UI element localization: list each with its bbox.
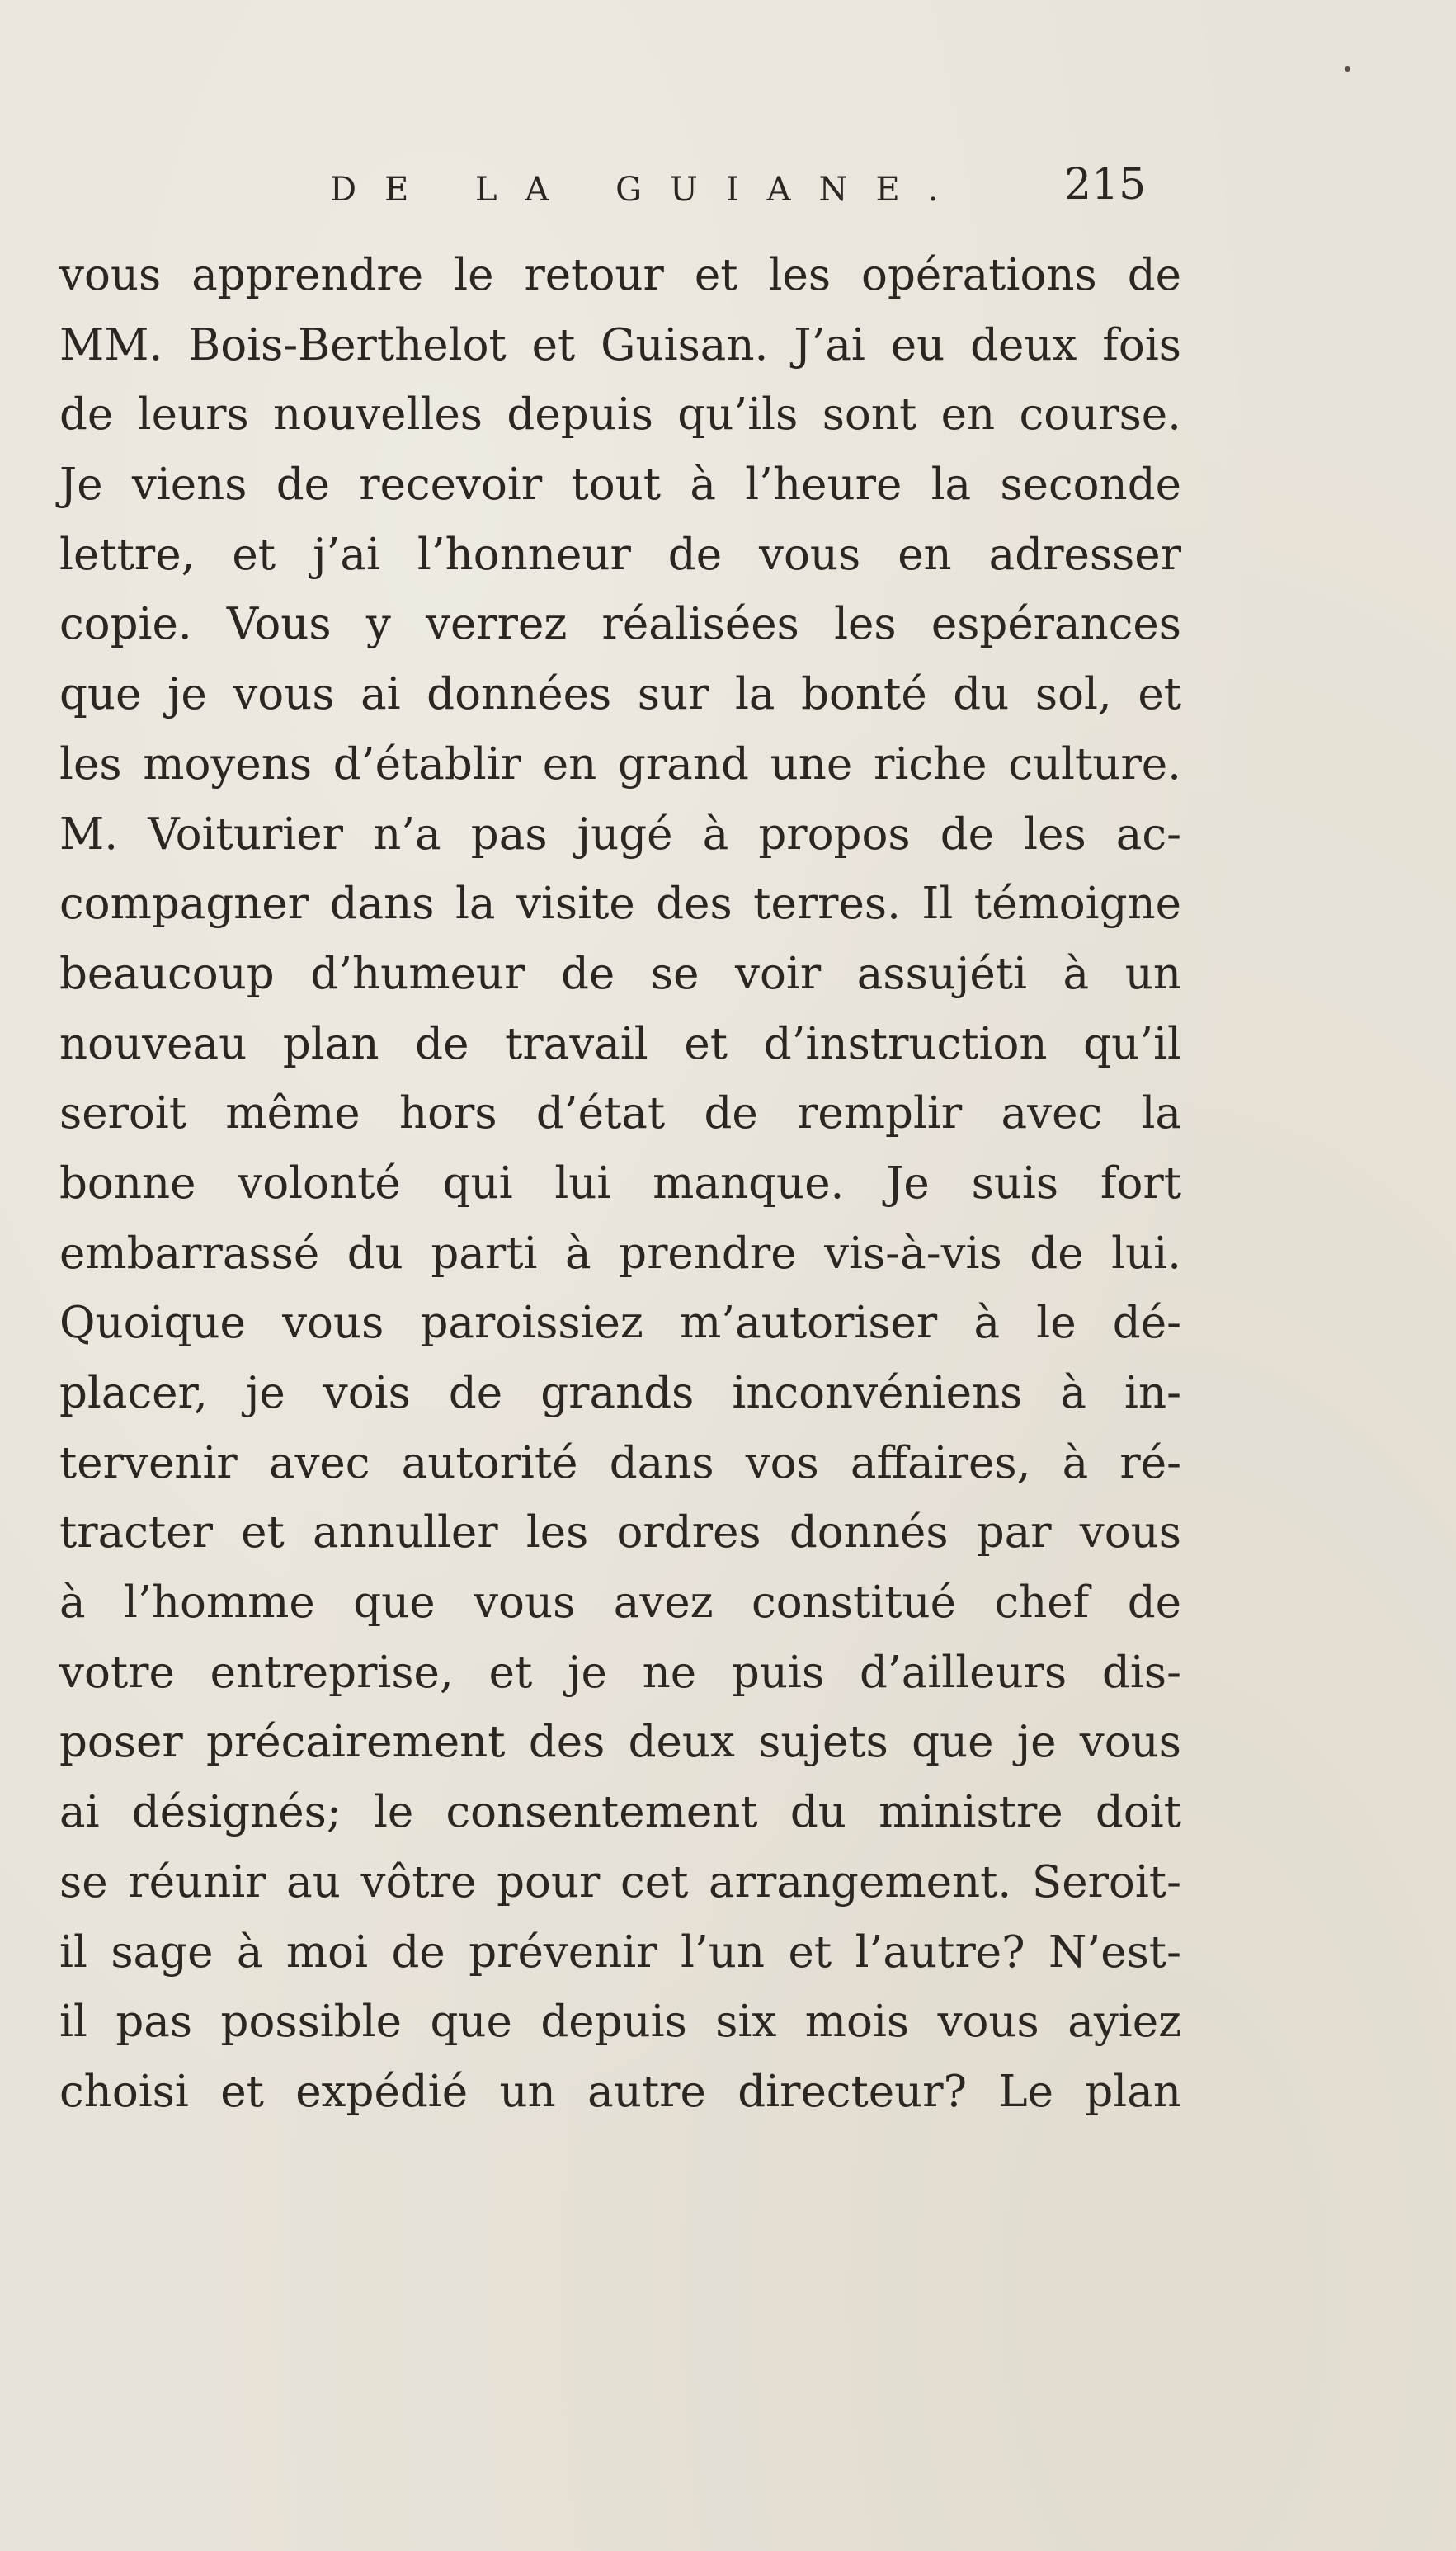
text-line: choisi et expédié un autre directeur? Le plan — [59, 2066, 1181, 2117]
running-head — [0, 160, 1456, 215]
text-line: bonne volonté qui lui manque. Je suis fort — [59, 1158, 1181, 1209]
text-line: M. Voiturier n’a pas jugé à propos de les ac- — [59, 809, 1181, 860]
text-line: se réunir au vôtre pour cet arrangement. Seroit- — [59, 1856, 1181, 1907]
text-line: votre entreprise, et je ne puis d’ailleurs dis- — [59, 1647, 1181, 1698]
text-line: lettre, et j’ai l’honneur de vous en adresser — [59, 529, 1181, 580]
text-line: compagner dans la visite des terres. Il témoigne — [59, 879, 1181, 930]
running-title: DE LA GUIANE. — [330, 171, 967, 209]
text-line: poser précairement des deux sujets que je vous — [59, 1717, 1181, 1768]
text-line: il pas possible que depuis six mois vous ayiez — [59, 1997, 1181, 2048]
text-line: Quoique vous paroissiez m’autoriser à le dé- — [59, 1298, 1181, 1349]
text-line: beaucoup d’humeur de se voir assujéti à un — [59, 948, 1181, 999]
ink-speck — [1345, 66, 1350, 72]
body-text — [59, 241, 1181, 2128]
text-line: que je vous ai données sur la bonté du sol, et — [59, 669, 1181, 720]
text-line: de leurs nouvelles depuis qu’ils sont en course. — [59, 389, 1181, 441]
text-line: ai désignés; le consentement du ministre doit — [59, 1787, 1181, 1838]
text-line: il sage à moi de prévenir l’un et l’autre? N’est- — [59, 1926, 1181, 1978]
text-line: copie. Vous y verrez réalisées les espérances — [59, 599, 1181, 650]
text-line: les moyens d’établir en grand une riche culture. — [59, 738, 1181, 790]
text-line: tracter et annuller les ordres donnés par vous — [59, 1507, 1181, 1558]
text-line: seroit même hors d’état de remplir avec la — [59, 1088, 1181, 1139]
page-number: 215 — [1064, 160, 1147, 210]
text-line: tervenir avec autorité dans vos affaires, à ré- — [59, 1437, 1181, 1488]
text-line: placer, je vois de grands inconvéniens à in- — [59, 1368, 1181, 1418]
text-line: nouveau plan de travail et d’instruction qu’il — [59, 1018, 1181, 1069]
text-line: à l’homme que vous avez constitué chef de — [59, 1577, 1181, 1629]
text-line: Je viens de recevoir tout à l’heure la seconde — [59, 460, 1181, 511]
text-line: MM. Bois-Berthelot et Guisan. J’ai eu deux fois — [59, 319, 1181, 370]
text-line: vous apprendre le retour et les opérations de — [59, 250, 1181, 300]
text-line: embarrassé du parti à prendre vis-à-vis de lui. — [59, 1228, 1181, 1279]
